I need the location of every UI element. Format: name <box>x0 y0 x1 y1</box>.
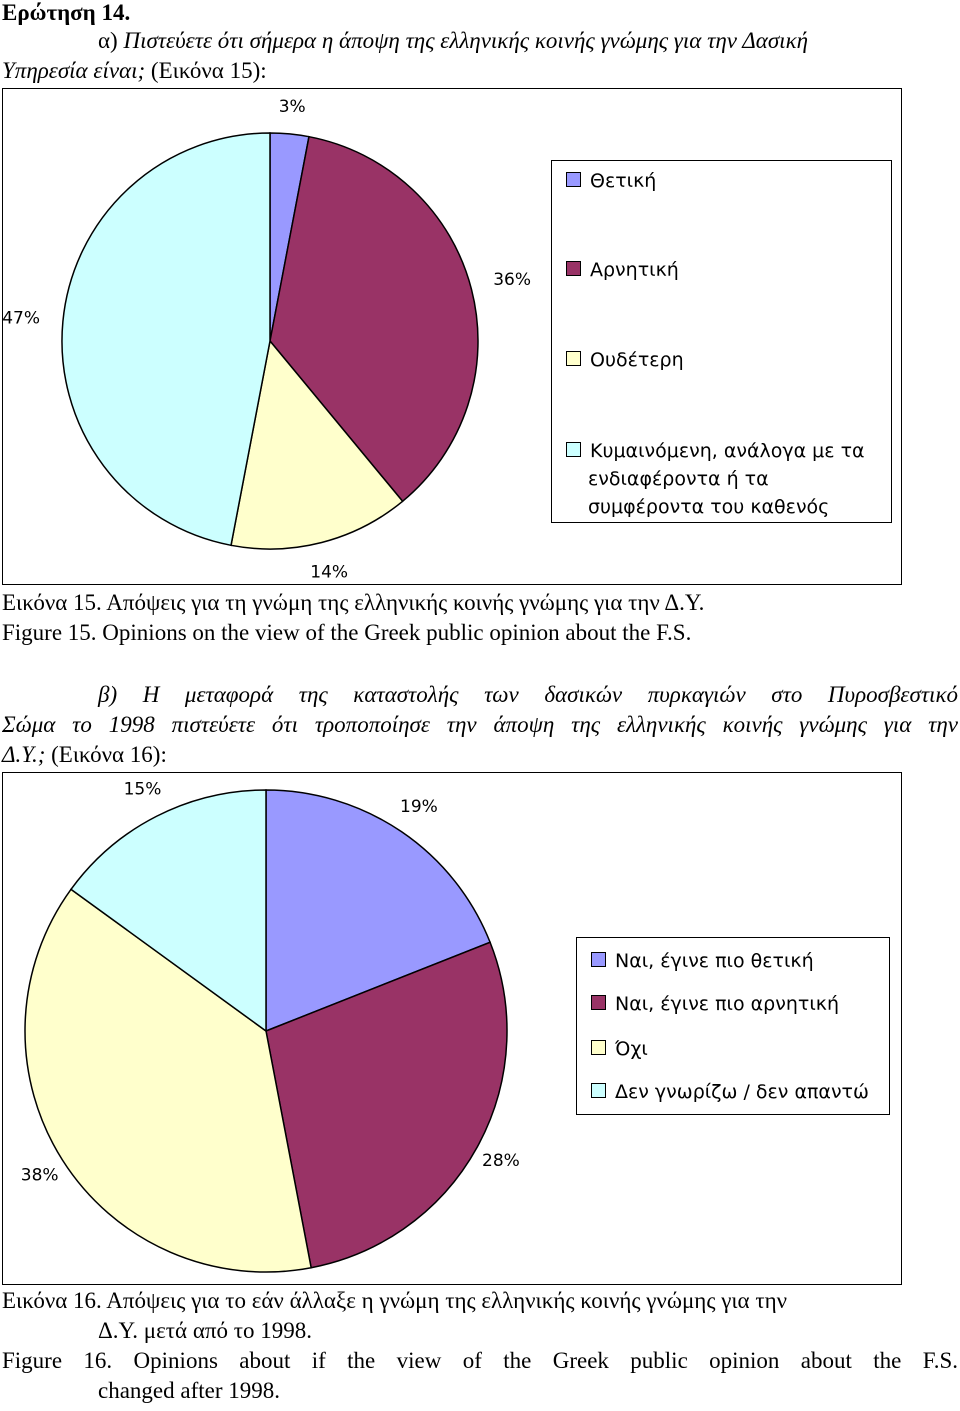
legend15-label-1: Αρνητική <box>590 259 679 281</box>
question-b-line2: Σώμα το 1998 πιστεύετε ότι τροποποίησε την άποψη της ελληνικής κοινής γνώμης για την <box>2 712 958 737</box>
legend16-label-0: Ναι, έγινε πιο θετική <box>615 950 814 972</box>
question-b-figure-ref: (Εικόνα 16): <box>51 742 167 767</box>
figure-15-caption-greek: Εικόνα 15. Απόψεις για τη γνώμη της ελληνικής κοινής γνώμης για την Δ.Υ. <box>2 590 705 615</box>
pie16-label-2: 38% <box>20 1165 59 1186</box>
question-a-figure-ref: (Εικόνα 15): <box>150 58 267 83</box>
legend16-label-2: Όχι <box>615 1038 648 1060</box>
legend16-label-3: Δεν γνωρίζω / δεν απαντώ <box>615 1081 869 1103</box>
figure-16-caption-greek-2: Δ.Υ. μετά από το 1998. <box>98 1318 312 1343</box>
pie15-label-3: 47% <box>2 308 40 329</box>
pie16-label-1: 28% <box>482 1151 520 1172</box>
pie16-label-0: 19% <box>400 797 438 817</box>
question-a-text: Πιστεύετε ότι σήμερα η άποψη της ελληνικής κοινής γνώμης για την Δασική <box>123 28 809 53</box>
legend16-label-1: Ναι, έγινε πιο αρνητική <box>615 993 839 1015</box>
question-b-abbrev: Δ.Υ.; <box>2 742 46 767</box>
pie15-label-2: 14% <box>310 562 349 583</box>
figure-16-caption-english-1: Figure 16. Opinions about if the view of the Greek public opinion about the F.S. <box>2 1348 958 1373</box>
legend15-label-2: Ουδέτερη <box>590 349 684 371</box>
legend15-label-3-line2: ενδιαφέροντα ή τα <box>588 468 769 490</box>
pie16-label-3: 15% <box>123 779 162 800</box>
question-a-label: α) <box>98 28 118 53</box>
legend15-label-3-line1: Κυμαινόμενη, ανάλογα με τα <box>590 440 865 462</box>
question-title: Ερώτηση 14. <box>2 0 131 25</box>
pie15-label-0: 3% <box>278 97 306 117</box>
question-b-line1: β) Η μεταφορά της καταστολής των δασικών πυρκαγιών στο Πυροσβεστικό <box>98 682 958 707</box>
question-a-text-cont: Υπηρεσία είναι; <box>2 58 146 83</box>
legend15-label-3-line3: συμφέροντα του καθενός <box>588 496 830 518</box>
legend15-label-0: Θετική <box>590 170 657 192</box>
figure-16-caption-english-2: changed after 1998. <box>98 1378 281 1403</box>
pie15-slice-3 <box>62 133 270 545</box>
figure-15-caption-english: Figure 15. Opinions on the view of the Greek public opinion about the F.S. <box>2 620 692 645</box>
figure-16-caption-greek-1: Εικόνα 16. Απόψεις για το εάν άλλαξε η γνώμη της ελληνικής κοινής γνώμης για την <box>2 1288 788 1313</box>
pie15-label-1: 36% <box>493 269 531 290</box>
